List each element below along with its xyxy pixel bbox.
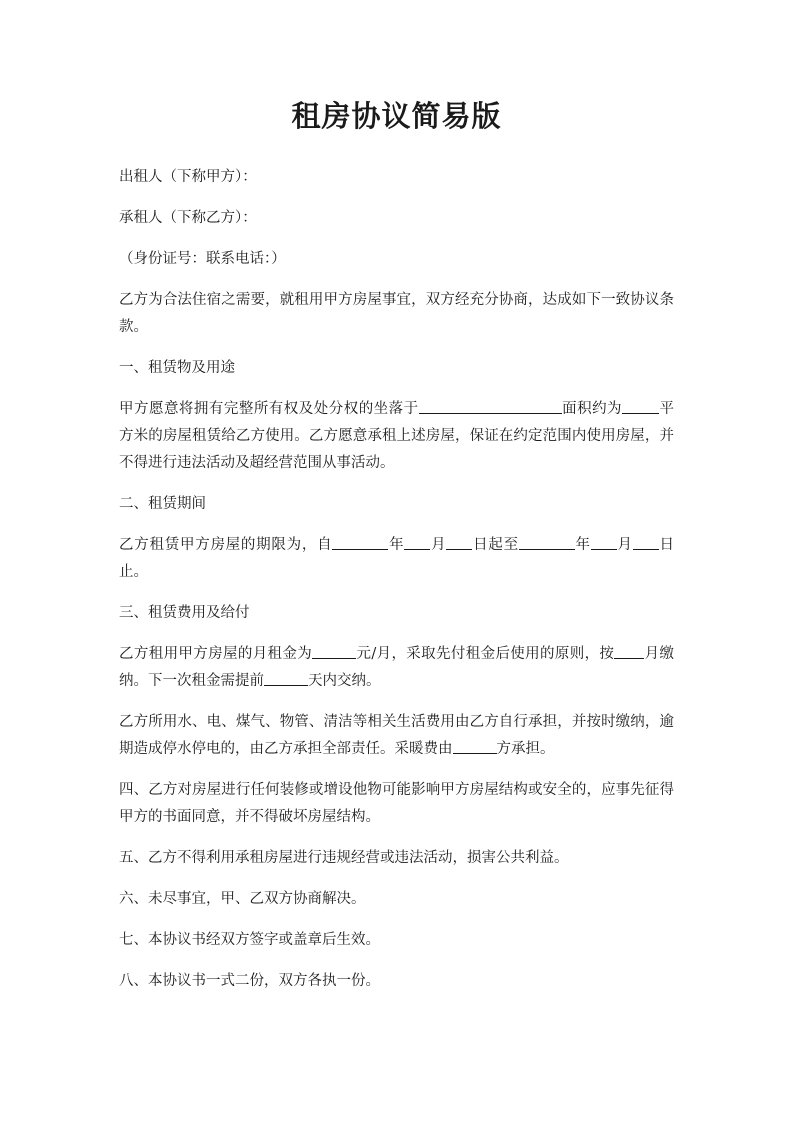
intro-paragraph: 乙方为合法住宿之需要，就租用甲方房屋事宜，双方经充分协商，达成如下一致协议条款。 xyxy=(119,292,674,335)
s3-text-a: 乙方租用甲方房屋的月租金为 xyxy=(119,646,313,662)
advance-days-blank[interactable] xyxy=(264,669,308,686)
section-8-paragraph: 八、本协议书一式二份，双方各执一份。 xyxy=(119,973,380,989)
s3-text-f: 方承担。 xyxy=(496,741,555,757)
s3-text-b: 元/月，采取先付租金后使用的原则，按 xyxy=(356,646,615,662)
s2-text-a: 乙方租赁甲方房屋的期限为，自 xyxy=(119,537,333,553)
section-2-heading: 二、租赁期间 xyxy=(119,496,206,512)
lessee-line: 承租人（下称乙方）： xyxy=(119,210,257,226)
start-year-blank[interactable] xyxy=(332,533,388,550)
s2-year-label-2: 年 xyxy=(574,537,591,553)
section-1-heading: 一、租赁物及用途 xyxy=(119,360,235,376)
section-3-paragraph-1 xyxy=(119,641,674,695)
area-blank[interactable] xyxy=(622,397,659,414)
section-2-paragraph xyxy=(119,532,674,586)
start-day-blank[interactable] xyxy=(446,533,472,550)
s1-text-c: 平方米的房屋租赁给乙方使用。乙方愿意承租上述房屋，保证在约定范围内使用房屋，并不得进行违法活动及超经营范围从事活动。 xyxy=(119,401,675,471)
s1-text-a: 甲方愿意将拥有完整所有权及处分权的坐落于 xyxy=(119,401,419,417)
start-month-blank[interactable] xyxy=(404,533,430,550)
end-year-blank[interactable] xyxy=(519,533,575,550)
lessor-line: 出租人（下称甲方）： xyxy=(119,169,257,185)
section-3-paragraph-2 xyxy=(119,709,674,763)
section-5-paragraph: 五、乙方不得利用承租房屋进行违规经营或违法活动，损害公共利益。 xyxy=(119,850,569,866)
section-3-heading: 三、租赁费用及给付 xyxy=(119,605,250,621)
s2-month-label-2: 月 xyxy=(616,537,633,553)
s2-month-label: 月 xyxy=(430,537,447,553)
s2-year-label: 年 xyxy=(388,537,405,553)
section-1-paragraph xyxy=(119,396,674,477)
location-blank[interactable] xyxy=(419,397,562,414)
s3-text-d: 天内交纳。 xyxy=(308,673,381,689)
id-phone-line: （身份证号：联系电话：） xyxy=(119,251,286,267)
section-7-paragraph: 七、本协议书经双方签字或盖章后生效。 xyxy=(119,932,380,948)
section-4-paragraph: 四、乙方对房屋进行任何装修或增设他物可能影响甲方房屋结构或安全的，应事先征得甲方的书面同意，并不得破坏房屋结构。 xyxy=(119,782,674,825)
s3-text-c: 月缴纳。下一次租金需提前 xyxy=(119,646,675,689)
heating-party-blank[interactable] xyxy=(453,737,497,754)
end-month-blank[interactable] xyxy=(591,533,617,550)
pay-period-blank[interactable] xyxy=(614,642,644,659)
end-day-blank[interactable] xyxy=(633,533,659,550)
s1-text-b: 面积约为 xyxy=(561,401,623,417)
s2-from-label: 日起至 xyxy=(472,537,519,553)
rent-blank[interactable] xyxy=(312,642,356,659)
document-title: 租房协议简易版 xyxy=(291,99,502,133)
s2-to-label: 日止。 xyxy=(119,537,675,580)
section-6-paragraph: 六、未尽事宜，甲、乙双方协商解决。 xyxy=(119,891,366,907)
document-body xyxy=(119,164,674,1009)
s3-text-e: 乙方所用水、电、煤气、物管、清洁等相关生活费用由乙方自行承担，并按时缴纳，逾期造成停水停电的，由乙方承担全部责任。采暖费由 xyxy=(119,714,674,757)
